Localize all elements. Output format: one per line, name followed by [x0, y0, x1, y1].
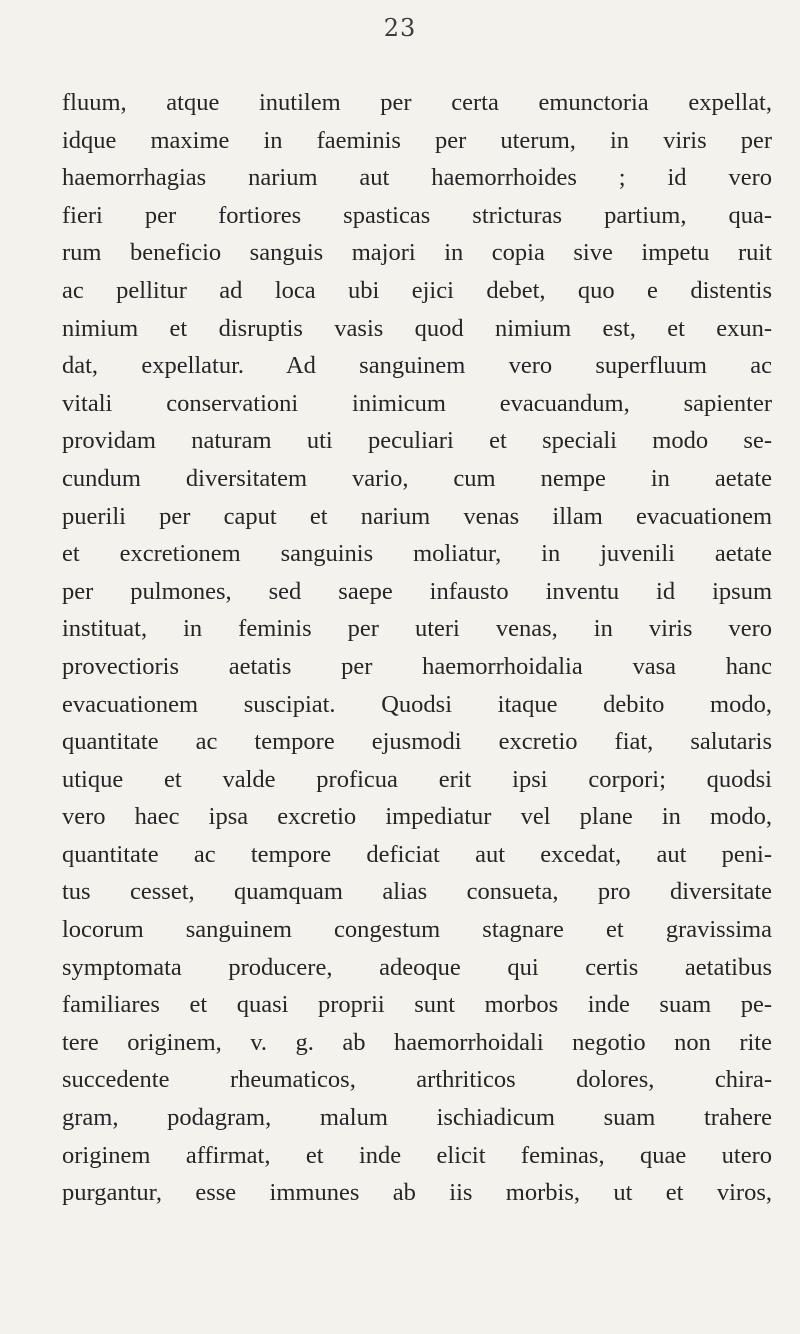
text-line: utique et valde proficua erit ipsi corpori; quodsi: [62, 765, 772, 793]
text-line: gram, podagram, malum ischiadicum suam trahere: [62, 1104, 772, 1132]
text-line: vitali conservationi inimicum evacuandum, sapienter: [62, 389, 772, 417]
text-line: cundum diversitatem vario, cum nempe in aetate: [62, 464, 772, 492]
text-line: vero haec ipsa excretio impediatur vel plane in modo,: [62, 803, 772, 831]
text-line: originem affirmat, et inde elicit feminas, quae utero: [62, 1141, 772, 1169]
text-line: ac pellitur ad loca ubi ejici debet, quo e distentis: [62, 276, 772, 304]
text-line: symptomata producere, adeoque qui certis aetatibus: [62, 953, 772, 981]
text-line: fluum, atque inutilem per certa emunctoria expellat,: [62, 89, 772, 116]
text-line: instituat, in feminis per uteri venas, in viris vero: [62, 615, 772, 643]
text-line: familiares et quasi proprii sunt morbos inde suam pe-: [62, 991, 772, 1019]
text-line: succedente rheumaticos, arthriticos dolores, chira-: [62, 1066, 772, 1094]
text-line: evacuationem suscipiat. Quodsi itaque debito modo,: [62, 690, 772, 718]
text-line: idque maxime in faeminis per uterum, in viris per: [62, 126, 772, 154]
text-line: quantitate ac tempore ejusmodi excretio fiat, salutaris: [62, 728, 772, 756]
text-line: providam naturam uti peculiari et speciali modo se-: [62, 427, 772, 455]
text-line: provectioris aetatis per haemorrhoidalia vasa hanc: [62, 652, 772, 680]
text-line: tere originem, v. g. ab haemorrhoidali negotio non rite: [62, 1028, 772, 1056]
text-line: purgantur, esse immunes ab iis morbis, ut et viros,: [62, 1179, 772, 1207]
page-number: 23: [383, 14, 417, 42]
text-line: locorum sanguinem congestum stagnare et gravissima: [62, 916, 772, 944]
text-line: dat, expellatur. Ad sanguinem vero superfluum ac: [62, 352, 772, 380]
text-line: nimium et disruptis vasis quod nimium est, et exun-: [62, 314, 772, 342]
text-line: puerili per caput et narium venas illam evacuationem: [62, 502, 772, 530]
text-line: tus cesset, quamquam alias consueta, pro diversitate: [62, 878, 772, 906]
text-line: fieri per fortiores spasticas stricturas partium, qua-: [62, 201, 772, 229]
text-line: haemorrhagias narium aut haemorrhoides ; id vero: [62, 164, 772, 192]
body-text: [62, 84, 772, 1212]
text-line: per pulmones, sed saepe infausto inventu id ipsum: [62, 577, 772, 605]
text-line: quantitate ac tempore deficiat aut excedat, aut peni-: [62, 840, 772, 868]
text-line: rum beneficio sanguis majori in copia sive impetu ruit: [62, 239, 772, 267]
text-line: et excretionem sanguinis moliatur, in juvenili aetate: [62, 540, 772, 568]
